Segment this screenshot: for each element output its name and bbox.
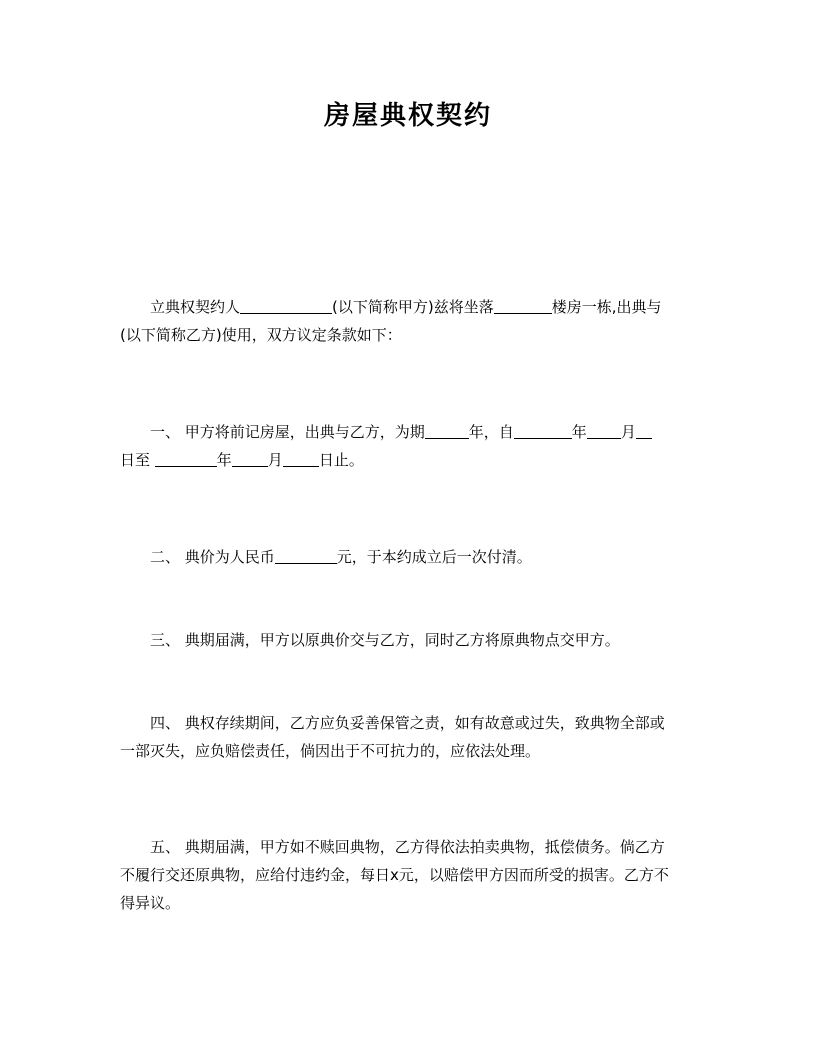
intro-line-1 — [120, 293, 698, 321]
party-a-blank — [240, 297, 332, 314]
clause-3-line-1: 三、 典期届满，甲方以原典价交与乙方，同时乙方将原典物点交甲方。 — [150, 631, 620, 649]
term-years-blank — [425, 422, 469, 439]
clause-1-text-1: 一、 甲方将前记房屋，出典与乙方，为期 — [150, 423, 425, 441]
clause-1-text-7: 月 — [267, 451, 283, 469]
clause-5-line-2: 不履行交还原典物，应给付违约金，每日x元，以赔偿甲方因而所受的损害。乙方不 — [120, 866, 669, 884]
clause-2-text-2: 元，于本约成立后一次付清。 — [336, 548, 532, 566]
clause-2-text-1: 二、 典价为人民币 — [150, 548, 275, 566]
clause-1-line-1 — [120, 418, 698, 446]
clause-2-line-1 — [120, 543, 698, 571]
end-year-blank — [155, 450, 217, 467]
clause-1-text-2: 年，自 — [468, 423, 514, 441]
intro-paragraph — [120, 293, 698, 349]
start-day-blank — [636, 422, 652, 439]
clause-5-line-3: 得异议。 — [120, 894, 181, 912]
clause-5-line-1: 五、 典期届满，甲方如不赎回典物，乙方得依法拍卖典物，抵偿债务。倘乙方 — [150, 838, 665, 856]
clause-2 — [120, 543, 698, 571]
clause-1 — [120, 418, 698, 474]
start-month-blank — [587, 422, 621, 439]
end-month-blank — [232, 450, 268, 467]
price-blank — [275, 547, 337, 564]
clause-4-line-1: 四、 典权存续期间，乙方应负妥善保管之责，如有故意或过失，致典物全部或 — [150, 714, 665, 732]
clause-1-text-5: 日至 — [120, 451, 155, 469]
end-day-blank — [283, 450, 319, 467]
clause-1-line-2 — [120, 446, 698, 474]
clause-4-line-2: 一部灭失，应负赔偿责任，倘因出于不可抗力的，应依法处理。 — [120, 742, 541, 760]
location-blank — [494, 297, 552, 314]
document-title: 房屋典权契约 — [323, 101, 492, 131]
clause-1-text-4: 月 — [620, 423, 636, 441]
intro-text-4: (以下简称乙方)使用，双方议定条款如下： — [120, 326, 402, 344]
intro-text-3: 楼房一栋,出典与 — [551, 298, 662, 316]
clause-5 — [120, 833, 698, 917]
clause-1-text-3: 年 — [571, 423, 587, 441]
start-year-blank — [514, 422, 572, 439]
intro-text-2: (以下简称甲方)兹将坐落 — [332, 298, 494, 316]
clause-1-text-6: 年 — [216, 451, 232, 469]
intro-text-1: 立典权契约人 — [150, 298, 241, 316]
clause-4 — [120, 709, 698, 765]
intro-line-2 — [120, 321, 698, 349]
clause-3 — [120, 626, 698, 654]
clause-1-text-8: 日止。 — [318, 451, 364, 469]
